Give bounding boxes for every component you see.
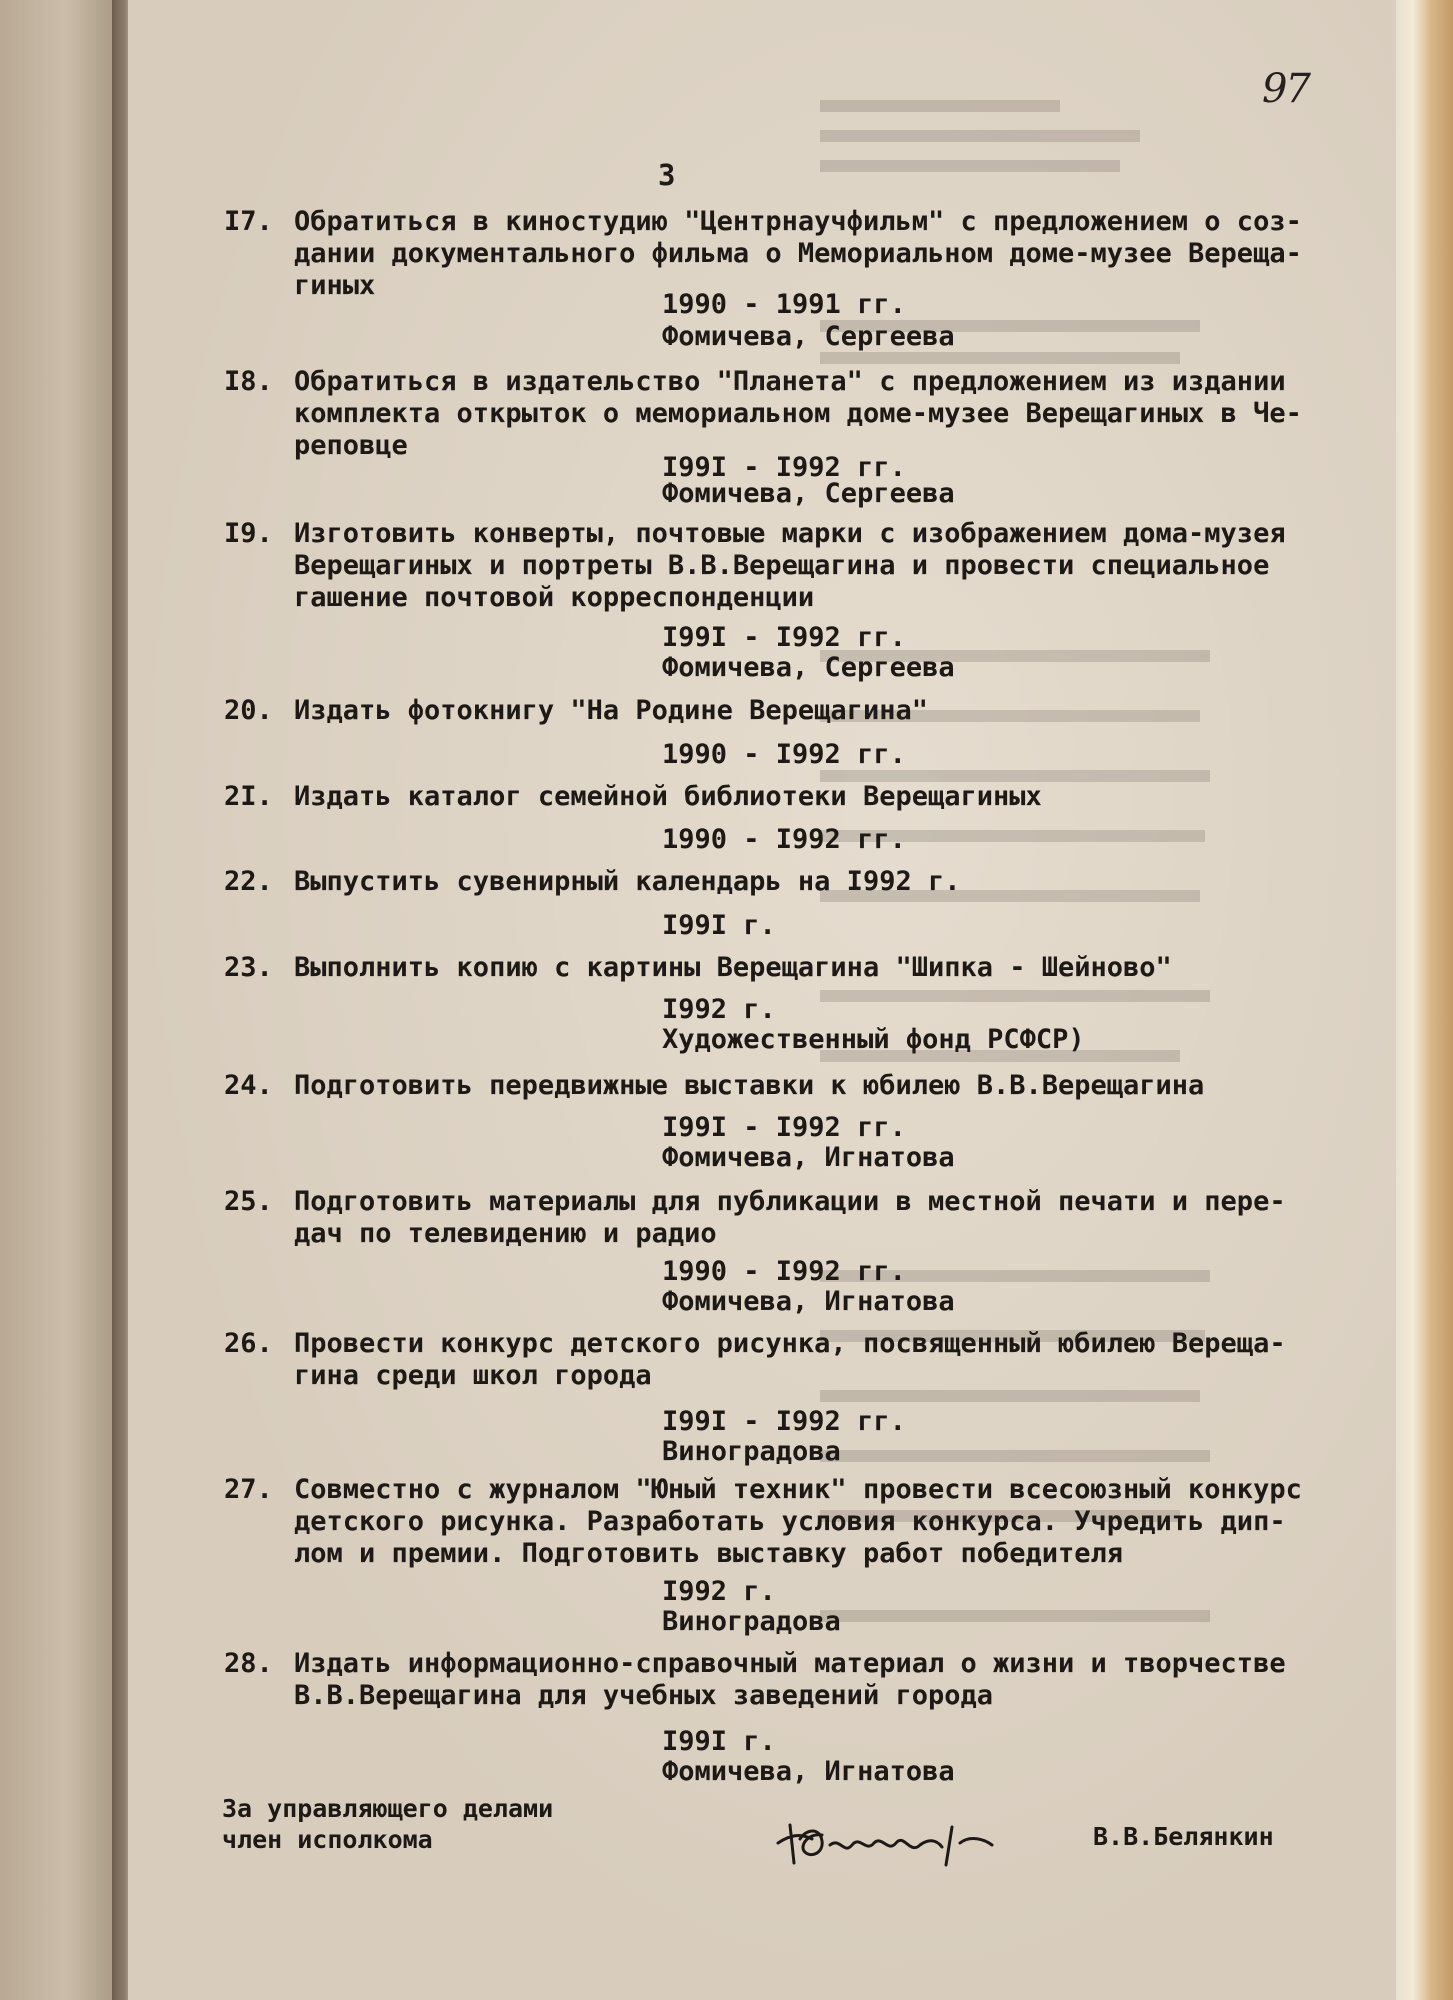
item-number: 2I. [224, 781, 273, 812]
item-period: I99I г. [662, 910, 776, 941]
item-responsible: Фомичева, Игнатова [662, 1286, 955, 1317]
item-text: Выполнить копию с картины Верещагина "Шипка - Шейново" [294, 952, 1172, 983]
item-period: 1990 - I992 гг. [662, 1256, 906, 1287]
item-text: Провести конкурс детского рисунка, посвященный юбилею Вереща- гина среди школ города [294, 1328, 1286, 1391]
item-period: I992 г. [662, 994, 776, 1025]
archive-folio-number: 97 [1262, 66, 1309, 112]
item-text: Издать фотокнигу "На Родине Верещагина" [294, 695, 928, 726]
signatory-position: За управляющего делами член исполкома [222, 1794, 554, 1854]
item-number: 27. [224, 1474, 273, 1505]
item-text: Подготовить материалы для публикации в местной печати и пере- дач по телевидению и радио [294, 1186, 1286, 1249]
item-text: Изготовить конверты, почтовые марки с изображением дома-музея Верещагиных и портреты В.В.Верещагина и провести специальное гашение почтовой корреспонденции [294, 518, 1286, 613]
item-responsible: Фомичева, Сергеева [662, 321, 955, 352]
item-text: Издать информационно-справочный материал о жизни и творчестве В.В.Верещагина для учебных заведений города [294, 1648, 1286, 1711]
item-period: 1990 - I992 гг. [662, 824, 906, 855]
item-period: 1990 - I992 гг. [662, 739, 906, 770]
item-text: Обратиться в издательство "Планета" с предложением из издании комплекта открыток о мемориальном доме-музее Верещагиных в Че- реповце [294, 366, 1302, 461]
item-responsible: Фомичева, Сергеева [662, 652, 955, 683]
item-number: 24. [224, 1070, 273, 1101]
item-period: I99I г. [662, 1726, 776, 1757]
item-responsible: Виноградова [662, 1606, 841, 1637]
item-responsible: Фомичева, Игнатова [662, 1142, 955, 1173]
page-number: 3 [658, 158, 676, 192]
item-number: 26. [224, 1328, 273, 1359]
item-number: I8. [224, 366, 273, 397]
item-period: I99I - I992 гг. [662, 452, 906, 483]
signatory-name: В.В.Белянкин [1093, 1822, 1274, 1851]
item-period: I99I - I992 гг. [662, 1406, 906, 1437]
item-number: 22. [224, 866, 273, 897]
item-number: 25. [224, 1186, 273, 1217]
item-number: 23. [224, 952, 273, 983]
item-text: Выпустить сувенирный календарь на I992 г. [294, 866, 961, 897]
handwritten-signature [770, 1805, 1070, 1875]
item-responsible: Фомичева, Сергеева [662, 478, 955, 509]
item-period: I99I - I992 гг. [662, 622, 906, 653]
item-text: Совместно с журналом "Юный техник" провести всесоюзный конкурс детского рисунка. Разработать условия конкурса. Учредить дип- лом и премии. Подготовить выставку работ победителя [294, 1474, 1302, 1569]
item-number: I7. [224, 206, 273, 237]
item-text: Издать каталог семейной библиотеки Верещагиных [294, 781, 1042, 812]
item-text: Обратиться в киностудию "Центрнаучфильм" с предложением о соз- дании документального фильма о Мемориальном доме-музее Вереща- гиных [294, 206, 1302, 301]
item-responsible: Художественный фонд РСФСР) [662, 1024, 1085, 1055]
item-period: I992 г. [662, 1576, 776, 1607]
item-period: I99I - I992 гг. [662, 1112, 906, 1143]
item-number: 20. [224, 695, 273, 726]
item-responsible: Фомичева, Игнатова [662, 1756, 955, 1787]
item-period: 1990 - 1991 гг. [662, 289, 906, 320]
item-number: I9. [224, 518, 273, 549]
item-responsible: Виноградова [662, 1436, 841, 1467]
item-number: 28. [224, 1648, 273, 1679]
item-text: Подготовить передвижные выставки к юбилею В.В.Верещагина [294, 1070, 1205, 1101]
